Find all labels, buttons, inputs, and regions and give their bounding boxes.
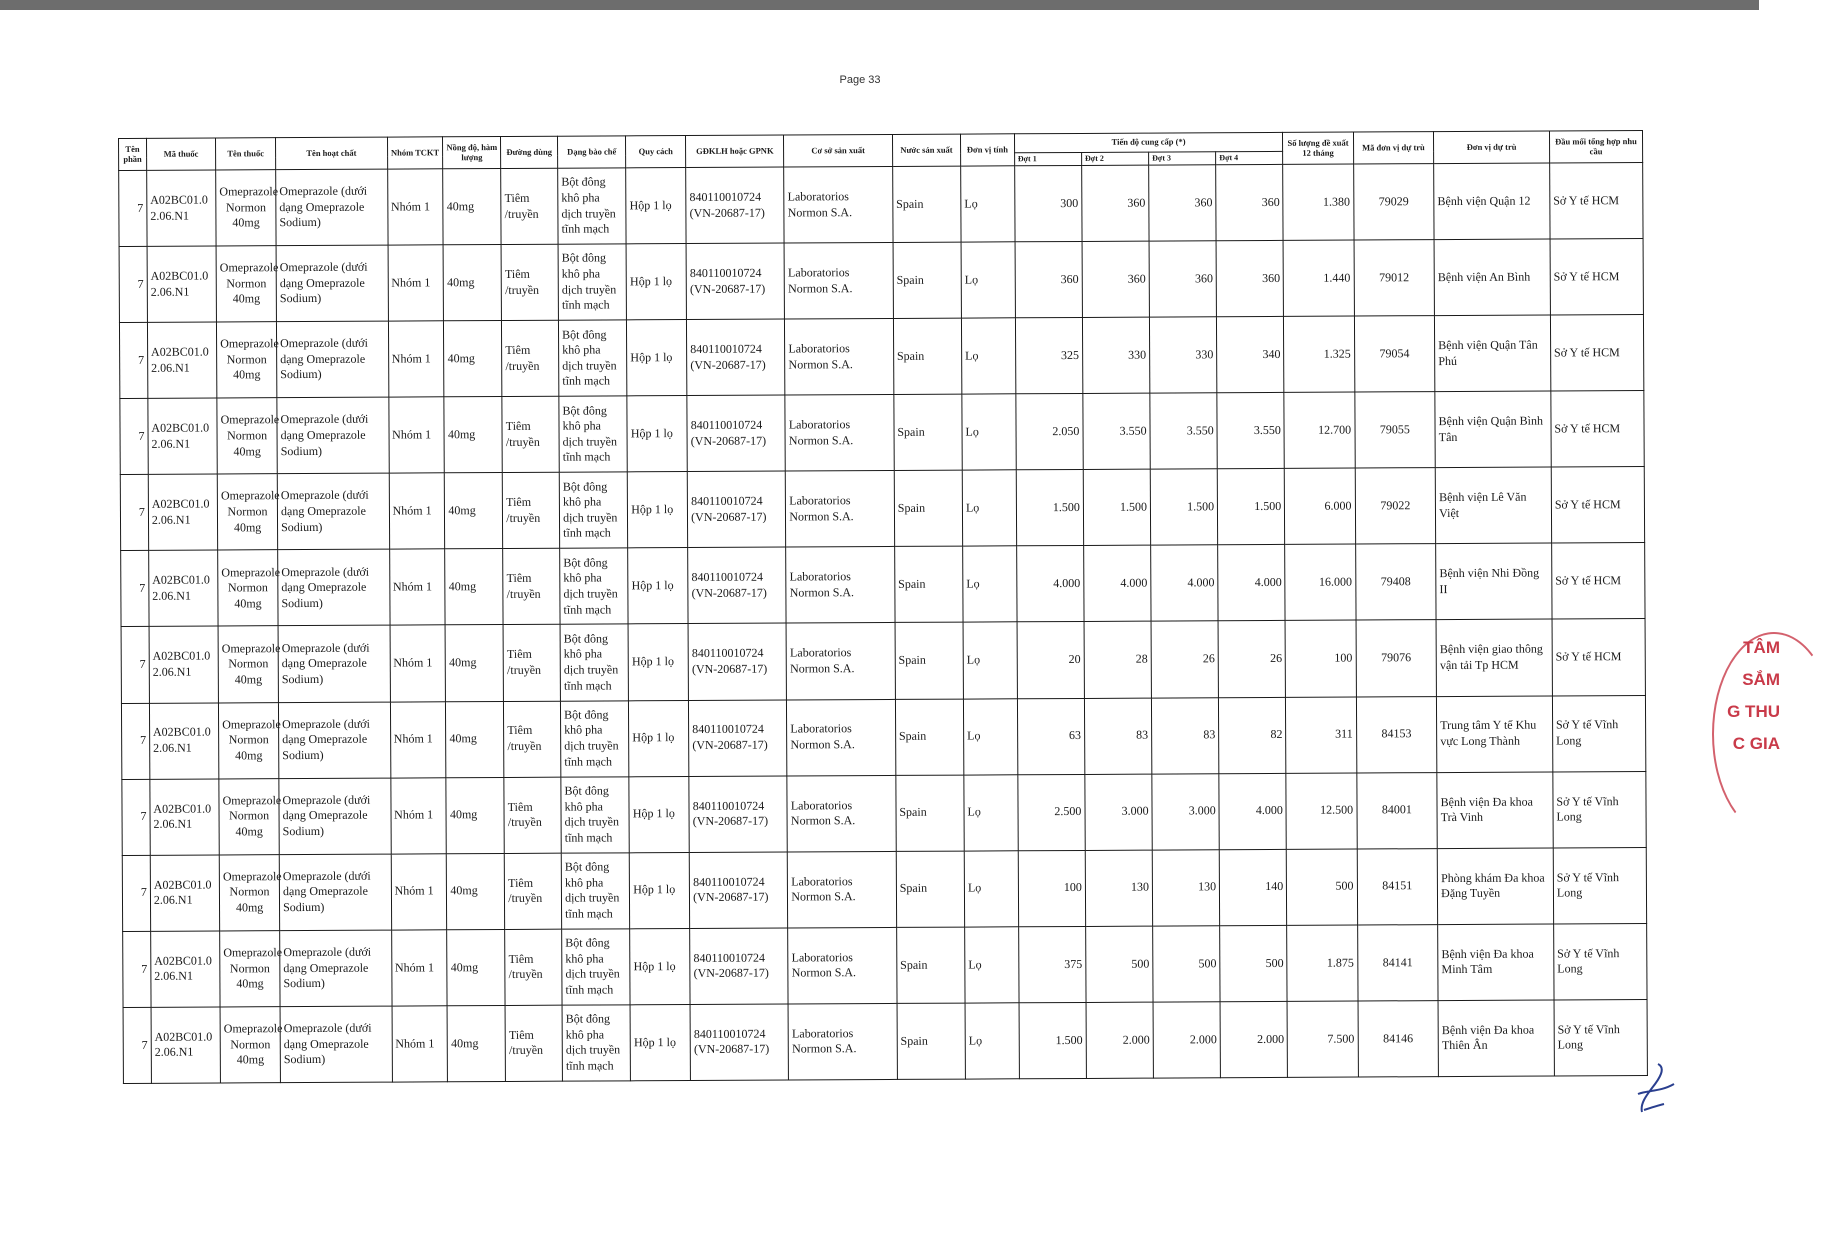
cell-ten-hoat-chat: Omeprazole (dưới dạng Omeprazole Sodium): [279, 854, 391, 931]
header-co-so-san-xuat: Cơ sở sản xuất: [784, 134, 893, 167]
cell-nuoc-san-xuat: Spain: [892, 166, 961, 242]
stamp-line: TÂM: [1743, 638, 1780, 657]
cell-dang-bao-che: Bột đông khô pha dịch truyền tĩnh mạch: [559, 472, 628, 548]
table-row: [120, 391, 1644, 475]
cell-dot-4: 1.500: [1217, 469, 1285, 545]
cell-ten-thuoc: Omeprazole Normon 40mg: [219, 854, 279, 930]
cell-nhom-tckt: Nhóm 1: [388, 321, 444, 397]
cell-co-so-san-xuat: Laboratorios Normon S.A.: [784, 166, 893, 243]
cell-gdklh: 840110010724 (VN-20687-17): [686, 167, 785, 244]
cell-ma-thuoc: A02BC01.02.06.N1: [149, 626, 219, 702]
cell-nong-do: 40mg: [447, 929, 505, 1005]
cell-dot-2: 28: [1084, 622, 1152, 698]
cell-nong-do: 40mg: [447, 1005, 505, 1081]
cell-nong-do: 40mg: [447, 853, 505, 929]
cell-ten-phan: 7: [121, 551, 149, 627]
cell-co-so-san-xuat: Laboratorios Normon S.A.: [787, 699, 896, 776]
cell-dau-moi: Sở Y tế HCM: [1550, 239, 1644, 316]
cell-nhom-tckt: Nhóm 1: [388, 397, 444, 473]
cell-ten-thuoc: Omeprazole Normon 40mg: [217, 474, 277, 550]
cell-don-vi-tinh: Lọ: [961, 166, 1015, 242]
cell-nuoc-san-xuat: Spain: [893, 242, 962, 318]
cell-quy-cach: Hộp 1 lọ: [627, 396, 687, 472]
cell-ten-thuoc: Omeprazole Normon 40mg: [219, 778, 279, 854]
header-nong-do: Nồng độ, hàm lượng: [443, 136, 501, 168]
cell-so-luong: 7.500: [1287, 1001, 1358, 1078]
cell-ten-hoat-chat: Omeprazole (dưới dạng Omeprazole Sodium): [278, 702, 390, 779]
cell-don-vi-du-tru: Bệnh viện Nhi Đồng II: [1436, 543, 1552, 620]
cell-dot-2: 500: [1085, 926, 1153, 1002]
cell-dot-2: 3.550: [1083, 393, 1151, 469]
cell-dau-moi: Sở Y tế HCM: [1550, 163, 1644, 240]
header-dot-2: Đợt 2: [1081, 152, 1148, 165]
cell-ten-hoat-chat: Omeprazole (dưới dạng Omeprazole Sodium): [276, 245, 388, 322]
table-row: [121, 619, 1645, 703]
cell-ten-phan: 7: [120, 475, 148, 551]
cell-gdklh: 840110010724 (VN-20687-17): [686, 243, 785, 320]
cell-dot-2: 130: [1085, 850, 1153, 926]
cell-nhom-tckt: Nhóm 1: [388, 245, 444, 321]
cell-nong-do: 40mg: [443, 168, 501, 244]
cell-don-vi-du-tru: Bệnh viện Đa khoa Thiên Ân: [1438, 1000, 1554, 1077]
cell-nong-do: 40mg: [446, 777, 504, 853]
cell-nuoc-san-xuat: Spain: [894, 546, 963, 622]
cell-nhom-tckt: Nhóm 1: [387, 169, 443, 245]
table-row: [123, 999, 1647, 1083]
cell-ma-thuoc: A02BC01.02.06.N1: [148, 474, 218, 550]
table-row: [121, 695, 1645, 779]
cell-dot-1: 2.500: [1018, 774, 1086, 850]
cell-ten-phan: 7: [123, 931, 151, 1007]
cell-dot-1: 20: [1017, 622, 1085, 698]
cell-so-luong: 1.380: [1283, 164, 1354, 240]
cell-dot-4: 82: [1219, 697, 1287, 773]
table-body: [119, 163, 1648, 1084]
cell-ma-don-vi: 84001: [1356, 772, 1437, 848]
cell-ten-thuoc: Omeprazole Normon 40mg: [216, 246, 276, 322]
cell-ten-thuoc: Omeprazole Normon 40mg: [216, 170, 276, 246]
cell-nhom-tckt: Nhóm 1: [391, 930, 447, 1006]
cell-so-luong: 12.500: [1286, 773, 1357, 849]
stamp-line: SẮM: [1742, 670, 1780, 689]
stamp-line: C GIA: [1732, 734, 1780, 753]
header-dang-bao-che: Dạng bào chế: [558, 136, 626, 168]
cell-quy-cach: Hộp 1 lọ: [628, 548, 688, 624]
cell-quy-cach: Hộp 1 lọ: [630, 1004, 690, 1080]
cell-dang-bao-che: Bột đông khô pha dịch truyền tĩnh mạch: [559, 396, 628, 472]
header-nhom-tckt: Nhóm TCKT: [387, 137, 443, 169]
cell-ten-thuoc: Omeprazole Normon 40mg: [217, 322, 277, 398]
signature-mark-icon: [1630, 1060, 1680, 1120]
cell-co-so-san-xuat: Laboratorios Normon S.A.: [784, 243, 893, 320]
header-so-luong: Số lượng đề xuất 12 tháng: [1283, 132, 1353, 164]
cell-ten-phan: 7: [119, 323, 147, 399]
header-don-vi-du-tru: Đơn vị dự trù: [1434, 131, 1550, 164]
cell-ten-phan: 7: [122, 779, 150, 855]
cell-dau-moi: Sở Y tế HCM: [1551, 391, 1645, 468]
cell-don-vi-tinh: Lọ: [964, 851, 1018, 927]
cell-quy-cach: Hộp 1 lọ: [626, 244, 686, 320]
cell-dot-1: 1.500: [1019, 1002, 1087, 1078]
cell-don-vi-tinh: Lọ: [965, 1003, 1019, 1079]
cell-ma-thuoc: A02BC01.02.06.N1: [148, 398, 218, 474]
cell-dau-moi: Sở Y tế Vĩnh Long: [1553, 847, 1647, 924]
cell-quy-cach: Hộp 1 lọ: [628, 624, 688, 700]
cell-dot-4: 26: [1218, 621, 1286, 697]
cell-ma-don-vi: 79055: [1354, 392, 1435, 468]
cell-dot-3: 3.000: [1152, 773, 1220, 849]
cell-so-luong: 1.875: [1287, 925, 1358, 1001]
cell-don-vi-tinh: Lọ: [963, 546, 1017, 622]
cell-quy-cach: Hộp 1 lọ: [629, 700, 689, 776]
cell-dot-1: 375: [1018, 926, 1086, 1002]
cell-ten-thuoc: Omeprazole Normon 40mg: [219, 702, 279, 778]
cell-ten-hoat-chat: Omeprazole (dưới dạng Omeprazole Sodium): [278, 549, 390, 626]
cell-don-vi-du-tru: Bệnh viện Quận Bình Tân: [1435, 391, 1551, 468]
cell-co-so-san-xuat: Laboratorios Normon S.A.: [785, 395, 894, 472]
cell-dot-3: 1.500: [1150, 469, 1218, 545]
cell-ma-thuoc: A02BC01.02.06.N1: [151, 931, 221, 1007]
cell-ma-thuoc: A02BC01.02.06.N1: [149, 703, 219, 779]
cell-co-so-san-xuat: Laboratorios Normon S.A.: [788, 927, 897, 1004]
cell-ma-thuoc: A02BC01.02.06.N1: [147, 322, 217, 398]
cell-don-vi-tinh: Lọ: [961, 242, 1015, 318]
header-row: [119, 131, 1643, 158]
cell-ma-don-vi: 79408: [1355, 544, 1436, 620]
cell-ten-thuoc: Omeprazole Normon 40mg: [218, 626, 278, 702]
cell-co-so-san-xuat: Laboratorios Normon S.A.: [788, 851, 897, 928]
table-row: [123, 923, 1647, 1007]
cell-ten-phan: 7: [119, 170, 147, 246]
cell-gdklh: 840110010724 (VN-20687-17): [688, 623, 787, 700]
cell-duong-dung: Tiêm /truyền: [505, 929, 562, 1005]
cell-ma-thuoc: A02BC01.02.06.N1: [150, 855, 220, 931]
cell-so-luong: 500: [1287, 849, 1358, 925]
cell-nong-do: 40mg: [446, 701, 504, 777]
cell-nong-do: 40mg: [445, 625, 503, 701]
cell-ma-don-vi: 79022: [1355, 468, 1436, 544]
cell-don-vi-tinh: Lọ: [963, 698, 1017, 774]
cell-ten-hoat-chat: Omeprazole (dưới dạng Omeprazole Sodium): [280, 1006, 392, 1083]
cell-ten-phan: 7: [119, 246, 147, 322]
cell-dau-moi: Sở Y tế HCM: [1552, 619, 1646, 696]
cell-don-vi-tinh: Lọ: [962, 394, 1016, 470]
cell-don-vi-du-tru: Phòng khám Đa khoa Đặng Tuyền: [1437, 848, 1553, 925]
cell-gdklh: 840110010724 (VN-20687-17): [689, 852, 788, 929]
cell-ten-phan: 7: [121, 703, 149, 779]
header-ten-hoat-chat: Tên hoạt chất: [276, 137, 388, 170]
cell-nhom-tckt: Nhóm 1: [390, 701, 446, 777]
header-ten-thuoc: Tên thuốc: [216, 138, 276, 170]
cell-dang-bao-che: Bột đông khô pha dịch truyền tĩnh mạch: [558, 244, 627, 320]
header-dot-3: Đợt 3: [1149, 152, 1216, 165]
cell-duong-dung: Tiêm /truyền: [504, 777, 561, 853]
cell-dot-1: 63: [1017, 698, 1085, 774]
cell-nuoc-san-xuat: Spain: [896, 927, 965, 1003]
cell-dot-4: 4.000: [1219, 773, 1287, 849]
cell-ma-don-vi: 79054: [1354, 316, 1435, 392]
cell-don-vi-tinh: Lọ: [965, 927, 1019, 1003]
cell-quy-cach: Hộp 1 lọ: [630, 928, 690, 1004]
cell-ma-thuoc: A02BC01.02.06.N1: [147, 170, 217, 246]
cell-ma-don-vi: 79029: [1353, 164, 1434, 240]
header-ma-thuoc: Mã thuốc: [146, 138, 215, 170]
cell-nuoc-san-xuat: Spain: [893, 318, 962, 394]
cell-dot-1: 300: [1014, 165, 1082, 241]
cell-dot-4: 2.000: [1220, 1001, 1288, 1077]
cell-co-so-san-xuat: Laboratorios Normon S.A.: [786, 471, 895, 548]
header-dot-1: Đợt 1: [1014, 152, 1081, 165]
cell-ten-hoat-chat: Omeprazole (dưới dạng Omeprazole Sodium): [279, 778, 391, 855]
cell-nhom-tckt: Nhóm 1: [389, 473, 445, 549]
cell-gdklh: 840110010724 (VN-20687-17): [689, 700, 788, 777]
cell-nuoc-san-xuat: Spain: [896, 851, 965, 927]
cell-dot-1: 2.050: [1016, 394, 1084, 470]
cell-gdklh: 840110010724 (VN-20687-17): [687, 471, 786, 548]
cell-dau-moi: Sở Y tế Vĩnh Long: [1553, 771, 1647, 848]
cell-nong-do: 40mg: [444, 397, 502, 473]
cell-dot-3: 130: [1152, 849, 1220, 925]
cell-ten-hoat-chat: Omeprazole (dưới dạng Omeprazole Sodium): [280, 930, 392, 1007]
cell-gdklh: 840110010724 (VN-20687-17): [688, 547, 787, 624]
cell-dau-moi: Sở Y tế Vĩnh Long: [1552, 695, 1646, 772]
cell-dang-bao-che: Bột đông khô pha dịch truyền tĩnh mạch: [562, 1005, 631, 1081]
cell-dot-3: 26: [1151, 621, 1219, 697]
cell-dot-3: 83: [1151, 697, 1219, 773]
cell-dot-2: 4.000: [1084, 545, 1152, 621]
table-row: [122, 771, 1646, 855]
cell-ma-don-vi: 79012: [1354, 240, 1435, 316]
cell-nuoc-san-xuat: Spain: [897, 1003, 966, 1079]
cell-nhom-tckt: Nhóm 1: [389, 549, 445, 625]
header-dau-moi: Đầu mối tổng hợp nhu cầu: [1549, 131, 1642, 163]
cell-ma-thuoc: A02BC01.02.06.N1: [147, 246, 217, 322]
cell-dau-moi: Sở Y tế HCM: [1551, 467, 1645, 544]
cell-nuoc-san-xuat: Spain: [895, 699, 964, 775]
cell-nuoc-san-xuat: Spain: [894, 394, 963, 470]
cell-duong-dung: Tiêm /truyền: [504, 701, 561, 777]
header-ma-don-vi: Mã đơn vị dự trù: [1353, 132, 1434, 164]
cell-dot-2: 360: [1082, 165, 1150, 241]
header-gdklh: GĐKLH hoặc GPNK: [686, 135, 784, 168]
cell-dang-bao-che: Bột đông khô pha dịch truyền tĩnh mạch: [560, 624, 629, 700]
cell-so-luong: 16.000: [1285, 544, 1356, 620]
cell-dau-moi: Sở Y tế HCM: [1552, 543, 1646, 620]
cell-quy-cach: Hộp 1 lọ: [628, 472, 688, 548]
cell-dot-2: 1.500: [1083, 469, 1151, 545]
cell-so-luong: 6.000: [1285, 468, 1356, 544]
cell-don-vi-du-tru: Bệnh viện An Bình: [1434, 239, 1550, 316]
cell-quy-cach: Hộp 1 lọ: [626, 168, 686, 244]
cell-dang-bao-che: Bột đông khô pha dịch truyền tĩnh mạch: [559, 320, 628, 396]
cell-dot-2: 83: [1084, 698, 1152, 774]
cell-quy-cach: Hộp 1 lọ: [629, 776, 689, 852]
red-stamp: [1700, 632, 1780, 832]
cell-dot-3: 3.550: [1150, 393, 1218, 469]
table-row: [120, 467, 1644, 551]
cell-so-luong: 12.700: [1284, 392, 1355, 468]
cell-ma-don-vi: 84151: [1357, 848, 1438, 924]
cell-dau-moi: Sở Y tế Vĩnh Long: [1554, 923, 1648, 1000]
table-row: [119, 239, 1643, 323]
cell-duong-dung: Tiêm /truyền: [503, 473, 560, 549]
cell-nuoc-san-xuat: Spain: [895, 623, 964, 699]
cell-quy-cach: Hộp 1 lọ: [627, 320, 687, 396]
cell-dot-3: 2.000: [1153, 1002, 1221, 1078]
header-tien-do: Tiến độ cung cấp (*): [1014, 132, 1283, 152]
cell-nhom-tckt: Nhóm 1: [390, 625, 446, 701]
cell-don-vi-du-tru: Bệnh viện Quận Tân Phú: [1435, 315, 1551, 392]
cell-dang-bao-che: Bột đông khô pha dịch truyền tĩnh mạch: [558, 168, 627, 244]
cell-ten-thuoc: Omeprazole Normon 40mg: [220, 930, 280, 1006]
cell-quy-cach: Hộp 1 lọ: [629, 852, 689, 928]
cell-dot-2: 330: [1082, 317, 1150, 393]
cell-dot-4: 360: [1216, 164, 1284, 240]
cell-co-so-san-xuat: Laboratorios Normon S.A.: [785, 319, 894, 396]
cell-dot-4: 4.000: [1218, 545, 1286, 621]
cell-don-vi-du-tru: Bệnh viện Quận 12: [1434, 163, 1550, 240]
header-don-vi-tinh: Đơn vị tính: [960, 134, 1014, 166]
cell-dang-bao-che: Bột đông khô pha dịch truyền tĩnh mạch: [561, 700, 630, 776]
cell-co-so-san-xuat: Laboratorios Normon S.A.: [786, 547, 895, 624]
cell-ten-hoat-chat: Omeprazole (dưới dạng Omeprazole Sodium): [277, 473, 389, 550]
cell-ten-hoat-chat: Omeprazole (dưới dạng Omeprazole Sodium): [277, 397, 389, 474]
cell-dang-bao-che: Bột đông khô pha dịch truyền tĩnh mạch: [562, 929, 631, 1005]
stamp-line: G THU: [1727, 702, 1780, 721]
cell-gdklh: 840110010724 (VN-20687-17): [687, 395, 786, 472]
cell-ten-hoat-chat: Omeprazole (dưới dạng Omeprazole Sodium): [278, 626, 390, 703]
cell-gdklh: 840110010724 (VN-20687-17): [689, 776, 788, 853]
cell-nhom-tckt: Nhóm 1: [392, 1006, 448, 1082]
cell-don-vi-du-tru: Bệnh viện Đa khoa Trà Vinh: [1437, 772, 1553, 849]
cell-ten-thuoc: Omeprazole Normon 40mg: [218, 550, 278, 626]
cell-don-vi-du-tru: Bệnh viện giao thông vận tải Tp HCM: [1436, 619, 1552, 696]
cell-gdklh: 840110010724 (VN-20687-17): [690, 928, 789, 1005]
cell-nong-do: 40mg: [443, 245, 501, 321]
cell-ma-don-vi: 84141: [1357, 924, 1438, 1000]
cell-nhom-tckt: Nhóm 1: [390, 777, 446, 853]
cell-nuoc-san-xuat: Spain: [894, 470, 963, 546]
cell-dot-4: 3.550: [1217, 393, 1285, 469]
cell-gdklh: 840110010724 (VN-20687-17): [687, 319, 786, 396]
page-number: Page 33: [839, 74, 881, 86]
cell-don-vi-tinh: Lọ: [963, 622, 1017, 698]
cell-don-vi-du-tru: Bệnh viện Đa khoa Minh Tâm: [1438, 924, 1554, 1001]
cell-ten-hoat-chat: Omeprazole (dưới dạng Omeprazole Sodium): [276, 321, 388, 398]
cell-dot-2: 360: [1082, 241, 1150, 317]
cell-dang-bao-che: Bột đông khô pha dịch truyền tĩnh mạch: [561, 776, 630, 852]
cell-dot-3: 500: [1153, 926, 1221, 1002]
drug-demand-table: [118, 130, 1648, 1084]
cell-dot-3: 360: [1149, 165, 1217, 241]
table-row: [119, 315, 1643, 399]
cell-so-luong: 311: [1286, 697, 1357, 773]
cell-so-luong: 100: [1285, 620, 1356, 696]
cell-dot-4: 500: [1220, 925, 1288, 1001]
cell-don-vi-du-tru: Trung tâm Y tế Khu vực Long Thành: [1437, 696, 1553, 773]
cell-duong-dung: Tiêm /truyền: [501, 168, 558, 244]
cell-duong-dung: Tiêm /truyền: [502, 396, 559, 472]
cell-dot-4: 360: [1216, 240, 1284, 316]
cell-ten-thuoc: Omeprazole Normon 40mg: [217, 398, 277, 474]
cell-so-luong: 1.440: [1283, 240, 1354, 316]
cell-don-vi-tinh: Lọ: [961, 318, 1015, 394]
cell-duong-dung: Tiêm /truyền: [505, 853, 562, 929]
cell-dau-moi: Sở Y tế HCM: [1550, 315, 1644, 392]
header-duong-dung: Đường dùng: [501, 136, 558, 168]
cell-ma-don-vi: 79076: [1356, 620, 1437, 696]
cell-dot-2: 2.000: [1086, 1002, 1154, 1078]
cell-ma-thuoc: A02BC01.02.06.N1: [149, 550, 219, 626]
cell-duong-dung: Tiêm /truyền: [501, 244, 558, 320]
cell-dot-4: 140: [1219, 849, 1287, 925]
cell-co-so-san-xuat: Laboratorios Normon S.A.: [786, 623, 895, 700]
cell-dot-2: 3.000: [1085, 774, 1153, 850]
cell-dot-1: 1.500: [1016, 470, 1084, 546]
cell-duong-dung: Tiêm /truyền: [503, 625, 560, 701]
cell-dot-1: 360: [1015, 242, 1083, 318]
header-ten-phan: Tên phần: [119, 138, 147, 170]
cell-co-so-san-xuat: Laboratorios Normon S.A.: [788, 1003, 897, 1080]
cell-dot-1: 100: [1018, 850, 1086, 926]
table-row: [119, 163, 1643, 247]
cell-ten-thuoc: Omeprazole Normon 40mg: [220, 1007, 280, 1083]
cell-ten-phan: 7: [122, 855, 150, 931]
cell-ma-don-vi: 84153: [1356, 696, 1437, 772]
cell-gdklh: 840110010724 (VN-20687-17): [690, 1004, 789, 1081]
cell-ten-phan: 7: [123, 1007, 151, 1083]
cell-duong-dung: Tiêm /truyền: [505, 1005, 562, 1081]
cell-ten-hoat-chat: Omeprazole (dưới dạng Omeprazole Sodium): [276, 169, 388, 246]
cell-dot-3: 330: [1149, 317, 1217, 393]
cell-dot-1: 4.000: [1016, 546, 1084, 622]
cell-nong-do: 40mg: [445, 549, 503, 625]
header-dot-4: Đợt 4: [1216, 151, 1283, 164]
cell-nong-do: 40mg: [445, 473, 503, 549]
cell-don-vi-tinh: Lọ: [962, 470, 1016, 546]
cell-ma-thuoc: A02BC01.02.06.N1: [151, 1007, 221, 1084]
header-quy-cach: Quy cách: [626, 136, 686, 168]
cell-so-luong: 1.325: [1284, 316, 1355, 392]
cell-dang-bao-che: Bột đông khô pha dịch truyền tĩnh mạch: [560, 548, 629, 624]
cell-ten-phan: 7: [120, 399, 148, 475]
cell-duong-dung: Tiêm /truyền: [502, 320, 559, 396]
table-row: [121, 543, 1645, 627]
cell-co-so-san-xuat: Laboratorios Normon S.A.: [787, 775, 896, 852]
table-row: [122, 847, 1646, 931]
cell-nong-do: 40mg: [444, 321, 502, 397]
cell-don-vi-du-tru: Bệnh viện Lê Văn Việt: [1435, 467, 1551, 544]
cell-dot-3: 360: [1149, 241, 1217, 317]
scan-top-edge: [0, 0, 1759, 10]
cell-dang-bao-che: Bột đông khô pha dịch truyền tĩnh mạch: [561, 853, 630, 929]
cell-dau-moi: Sở Y tế Vĩnh Long: [1554, 999, 1648, 1076]
cell-ma-thuoc: A02BC01.02.06.N1: [150, 779, 220, 855]
cell-ma-don-vi: 84146: [1358, 1000, 1439, 1077]
cell-ten-phan: 7: [121, 627, 149, 703]
cell-nuoc-san-xuat: Spain: [896, 775, 965, 851]
cell-dot-4: 340: [1217, 317, 1285, 393]
cell-duong-dung: Tiêm /truyền: [503, 549, 560, 625]
cell-don-vi-tinh: Lọ: [964, 774, 1018, 850]
header-nuoc-san-xuat: Nước sản xuất: [892, 134, 960, 166]
cell-dot-3: 4.000: [1151, 545, 1219, 621]
cell-dot-1: 325: [1015, 318, 1083, 394]
cell-nhom-tckt: Nhóm 1: [391, 853, 447, 929]
